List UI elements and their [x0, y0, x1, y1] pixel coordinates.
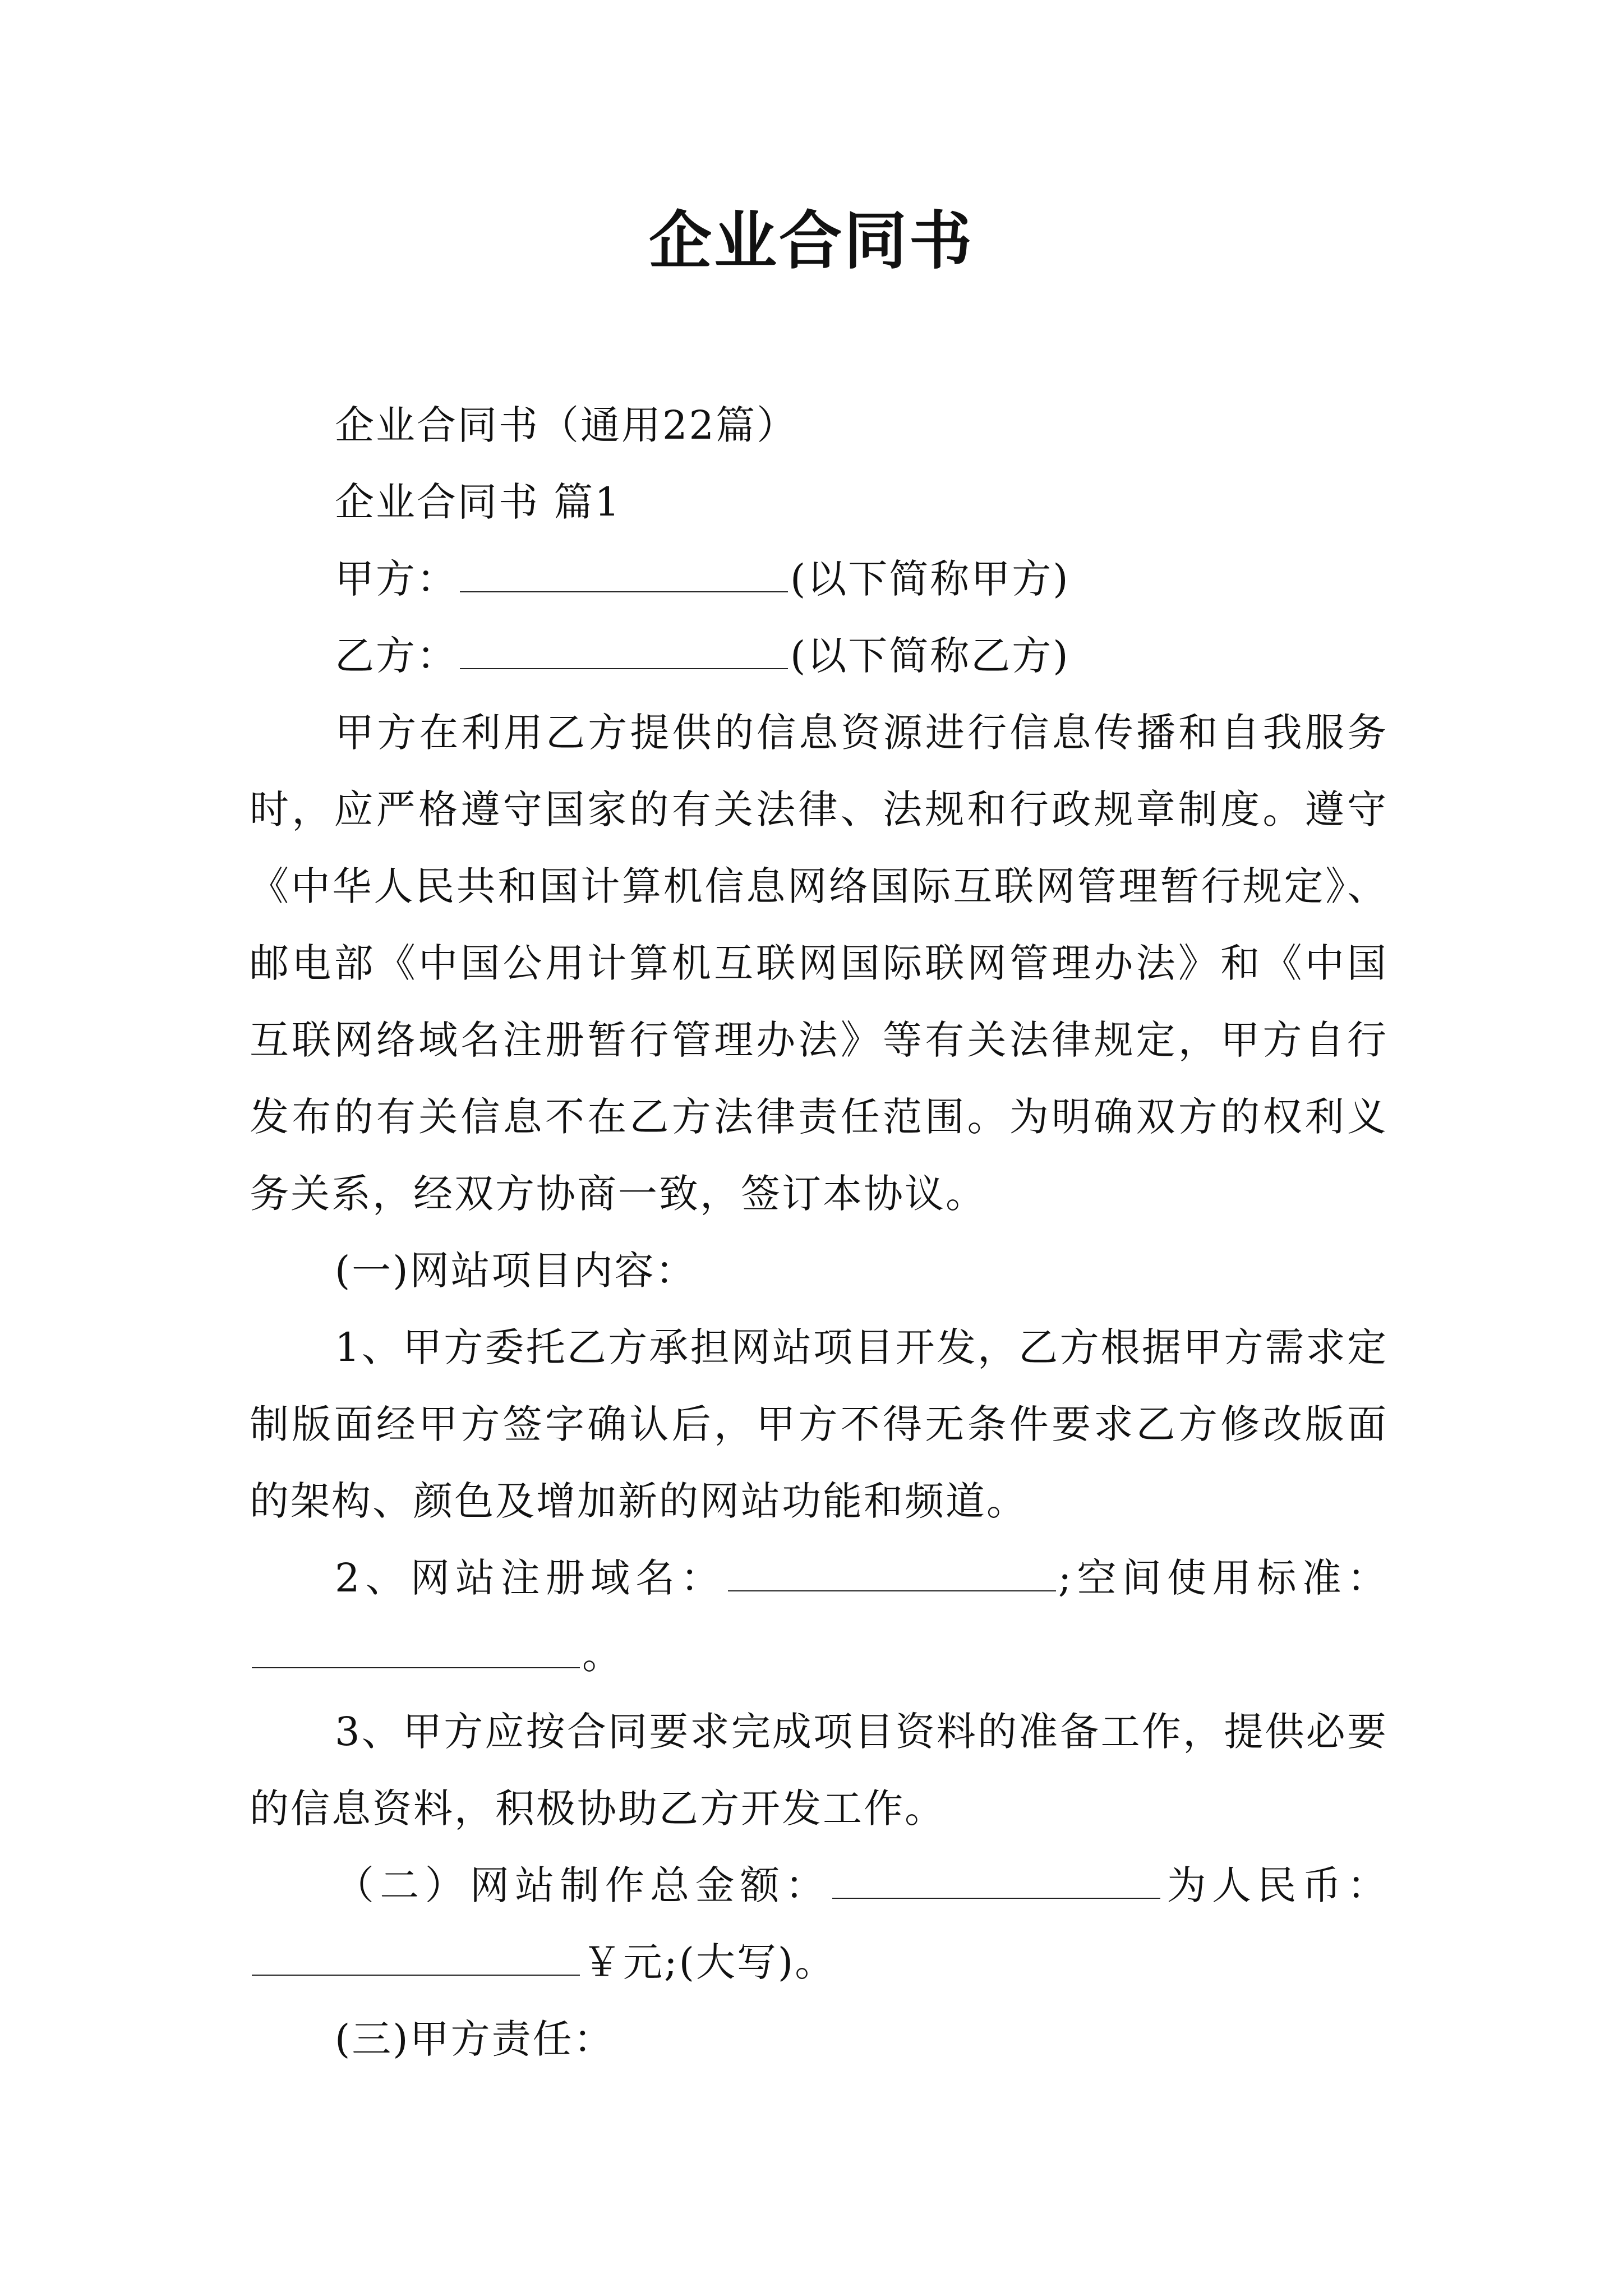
paragraph-p11: [250, 2001, 1388, 2078]
paragraph-text: (以下简称甲方): [790, 556, 1070, 602]
fill-in-blank: [252, 1935, 580, 1976]
fill-in-blank: [252, 1628, 580, 1668]
paragraph-p7: [250, 1309, 1388, 1540]
paragraph-text: 1、甲方委托乙方承担网站项目开发，乙方根据甲方需求定制版面经甲方签字确认后，甲方不得无条件要求乙方修改版面的架构、颜色及增加新的网站功能和频道。: [250, 1324, 1388, 1524]
paragraph-text: 甲方：: [335, 556, 458, 602]
paragraph-text: ￥元;(大写)。: [582, 1939, 836, 1985]
paragraph-p10: [250, 1847, 1388, 2001]
paragraph-p1: [250, 387, 1388, 464]
paragraph-text: 为人民币：: [1163, 1862, 1388, 1908]
paragraph-p9: [250, 1694, 1388, 1847]
fill-in-blank: [460, 552, 788, 592]
paragraph-p8: [250, 1540, 1388, 1694]
paragraph-text: 甲方在利用乙方提供的信息资源进行信息传播和自我服务时，应严格遵守国家的有关法律、法规和行政规章制度。遵守《中华人民共和国计算机信息网络国际互联网管理暂行规定》、邮电部《中国公用计算机互联网国际联网管理办法》和《中国互联网络域名注册暂行管理办法》等有关法律规定，甲方自行发布的有关信息不在乙方法律责任范围。为明确双方的权利义务关系，经双方协商一致，签订本协议。: [250, 710, 1388, 1217]
paragraph-text: 3、甲方应按合同要求完成项目资料的准备工作，提供必要的信息资料，积极协助乙方开发工作。: [250, 1709, 1388, 1832]
paragraph-text: 企业合同书（通用22篇）: [335, 402, 798, 448]
document-body: [250, 387, 1388, 2078]
paragraph-text: 乙方：: [335, 633, 458, 679]
paragraph-p6: [250, 1232, 1388, 1309]
paragraph-text: 。: [582, 1632, 623, 1678]
paragraph-p2: [250, 464, 1388, 541]
document-title: 企业合同书: [649, 204, 974, 278]
fill-in-blank: [728, 1551, 1056, 1591]
paragraph-p3: [250, 541, 1388, 618]
paragraph-text: (一)网站项目内容：: [335, 1248, 697, 1294]
paragraph-text: ;空间使用标准：: [1058, 1555, 1388, 1601]
fill-in-blank: [460, 629, 788, 669]
paragraph-p4: [250, 618, 1388, 694]
paragraph-p5: [250, 694, 1388, 1232]
paragraph-text: 企业合同书 篇1: [335, 479, 621, 525]
paragraph-text: (以下简称乙方): [790, 633, 1070, 679]
paragraph-text: （二）网站制作总金额：: [335, 1862, 831, 1908]
fill-in-blank: [832, 1858, 1160, 1899]
paragraph-text: 2、网站注册域名：: [335, 1555, 726, 1601]
paragraph-text: (三)甲方责任：: [335, 2016, 615, 2062]
